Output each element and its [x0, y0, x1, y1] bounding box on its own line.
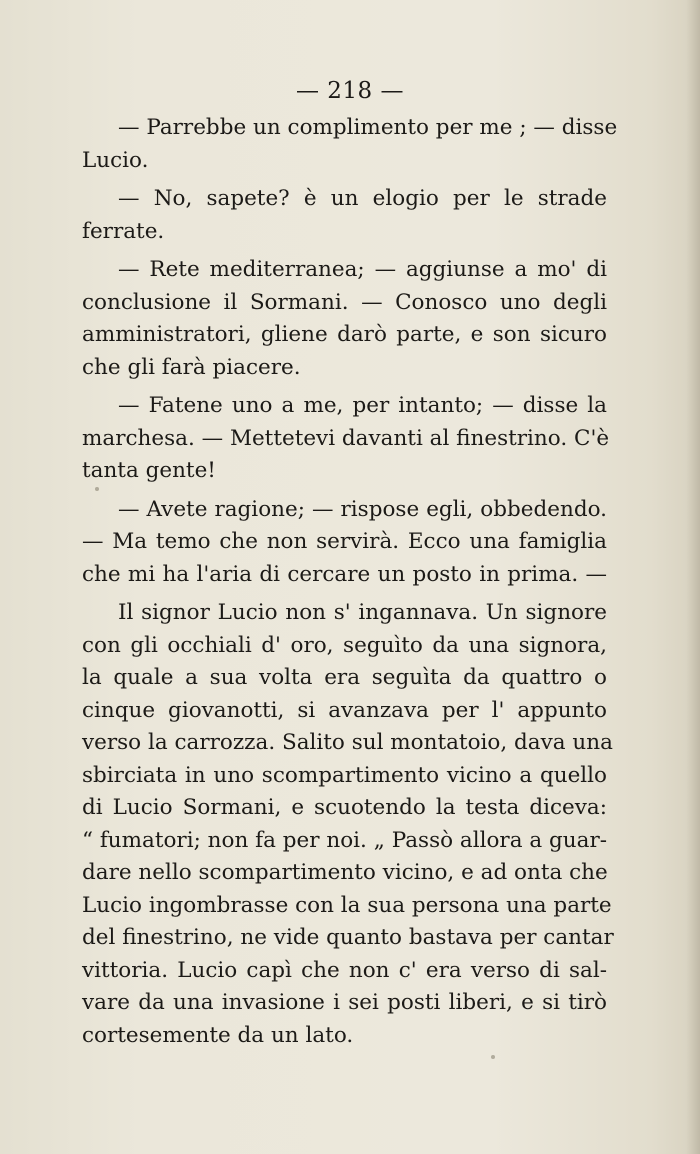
text-line: ferrate.: [82, 218, 165, 244]
text-line: vittoria. Lucio capì che non c' era verso di sal-: [82, 957, 607, 983]
paragraph-5: [82, 494, 607, 592]
paper-speck: [491, 1055, 495, 1059]
text-line: cortesemente da un lato.: [82, 1022, 354, 1048]
text-line: sbirciata in uno scompartimento vicino a quello: [82, 762, 607, 788]
page-number: — 218 —: [295, 78, 405, 104]
text-line: marchesa. — Mettetevi davanti al finestrino. C'è: [82, 425, 610, 451]
text-line: — Ma temo che non servirà. Ecco una famiglia: [82, 529, 607, 554]
paragraph-6: [82, 597, 614, 1052]
paragraph-3: [82, 254, 607, 384]
text-line: — Fatene uno a me, per intanto; — disse la: [118, 393, 607, 418]
body-text: [82, 112, 618, 1058]
text-line: — No, sapete? è un elogio per le strade: [118, 186, 607, 211]
page-edge-shadow: [686, 0, 700, 1154]
text-line: dare nello scompartimento vicino, e ad onta che: [82, 860, 608, 885]
text-line: Lucio.: [82, 147, 149, 173]
text-line: conclusione il Sormani. — Conosco uno degli: [82, 289, 607, 315]
text-line: Il signor Lucio non s' ingannava. Un signore: [118, 600, 607, 625]
text-line: la quale a sua volta era seguìta da quattro o: [82, 665, 607, 690]
paragraph-4: [82, 390, 610, 488]
text-line: Lucio ingombrasse con la sua persona una parte: [82, 892, 612, 918]
paragraph-1: [82, 112, 618, 177]
text-line: di Lucio Sormani, e scuotendo la testa diceva:: [82, 795, 607, 820]
text-line: tanta gente!: [82, 458, 216, 483]
text-line: vare da una invasione i sei posti liberi, e si tirò: [82, 990, 607, 1015]
text-line: che gli farà piacere.: [82, 354, 301, 380]
text-line: del finestrino, ne vide quanto bastava per cantar: [82, 925, 614, 950]
text-line: “ fumatori; non fa per noi. „ Passò allora a guar-: [82, 827, 607, 853]
text-line: verso la carrozza. Salito sul montatoio, dava una: [82, 730, 613, 755]
paragraph-2: [82, 183, 607, 248]
text-line: — Rete mediterranea; — aggiunse a mo' di: [118, 257, 607, 282]
text-line: con gli occhiali d' oro, seguìto da una signora,: [82, 632, 607, 658]
text-line: che mi ha l'aria di cercare un posto in prima. —: [82, 561, 607, 587]
text-line: amministratori, gliene darò parte, e son sicuro: [82, 322, 607, 347]
paper-speck: [95, 487, 99, 491]
text-line: — Parrebbe un complimento per me ; — disse: [118, 115, 618, 140]
text-line: cinque giovanotti, si avanzava per l' appunto: [82, 697, 607, 723]
text-line: — Avete ragione; — rispose egli, obbedendo.: [118, 496, 607, 522]
